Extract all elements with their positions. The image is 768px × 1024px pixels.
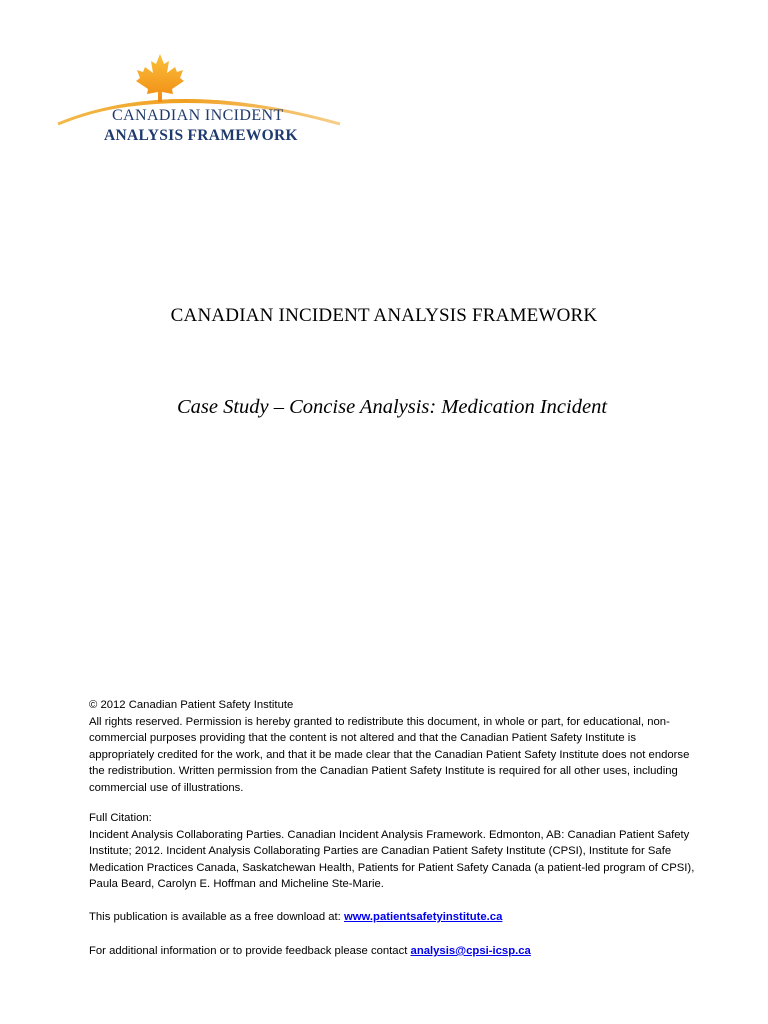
download-notice: [89, 909, 699, 926]
citation-heading: Full Citation:: [89, 812, 152, 824]
copyright-body: All rights reserved. Permission is hereby granted to redistribute this document, in whole or part, for educational, non-commercial purposes providing that the content is not altered and that the Canadian Patient Safety Institute is appropriately credited for the work, and that it be made clear that the Canadian Patient Safety Institute does not endorse the redistribution. Written permission from the Canadian Patient Safety Institute is required for all other uses, including commercial use of illustrations.: [89, 715, 690, 794]
logo-text-line1: CANADIAN INCIDENT: [112, 107, 284, 124]
logo: [52, 52, 352, 152]
email-link[interactable]: analysis@cpsi-icsp.ca: [410, 945, 531, 957]
feedback-notice: [89, 943, 699, 960]
download-text: This publication is available as a free download at:: [89, 911, 344, 923]
document-subtitle: Case Study – Concise Analysis: Medication Incident: [176, 396, 608, 418]
full-citation: [89, 810, 699, 893]
copyright-notice: [89, 697, 699, 797]
document-title: CANADIAN INCIDENT ANALYSIS FRAMEWORK: [170, 305, 598, 326]
citation-body: Incident Analysis Collaborating Parties. Canadian Incident Analysis Framework. Edmonton, AB: Canadian Patient Safety Institute; 2012. Incident Analysis Collaborating Parties are Canadian Patient Safety Institute (CPSI), Institute for Safe Medication Practices Canada, Saskatchewan Health, Patients for Patient Safety Canada (a patient-led program of CPSI), Paula Beard, Carolyn E. Hoffman and Micheline Ste-Marie.: [89, 828, 695, 891]
website-link[interactable]: www.patientsafetyinstitute.ca: [343, 911, 503, 923]
logo-text-line2: ANALYSIS FRAMEWORK: [104, 127, 298, 144]
feedback-text: For additional information or to provide feedback please contact: [89, 945, 411, 957]
copyright-heading: © 2012 Canadian Patient Safety Institute: [89, 699, 294, 711]
